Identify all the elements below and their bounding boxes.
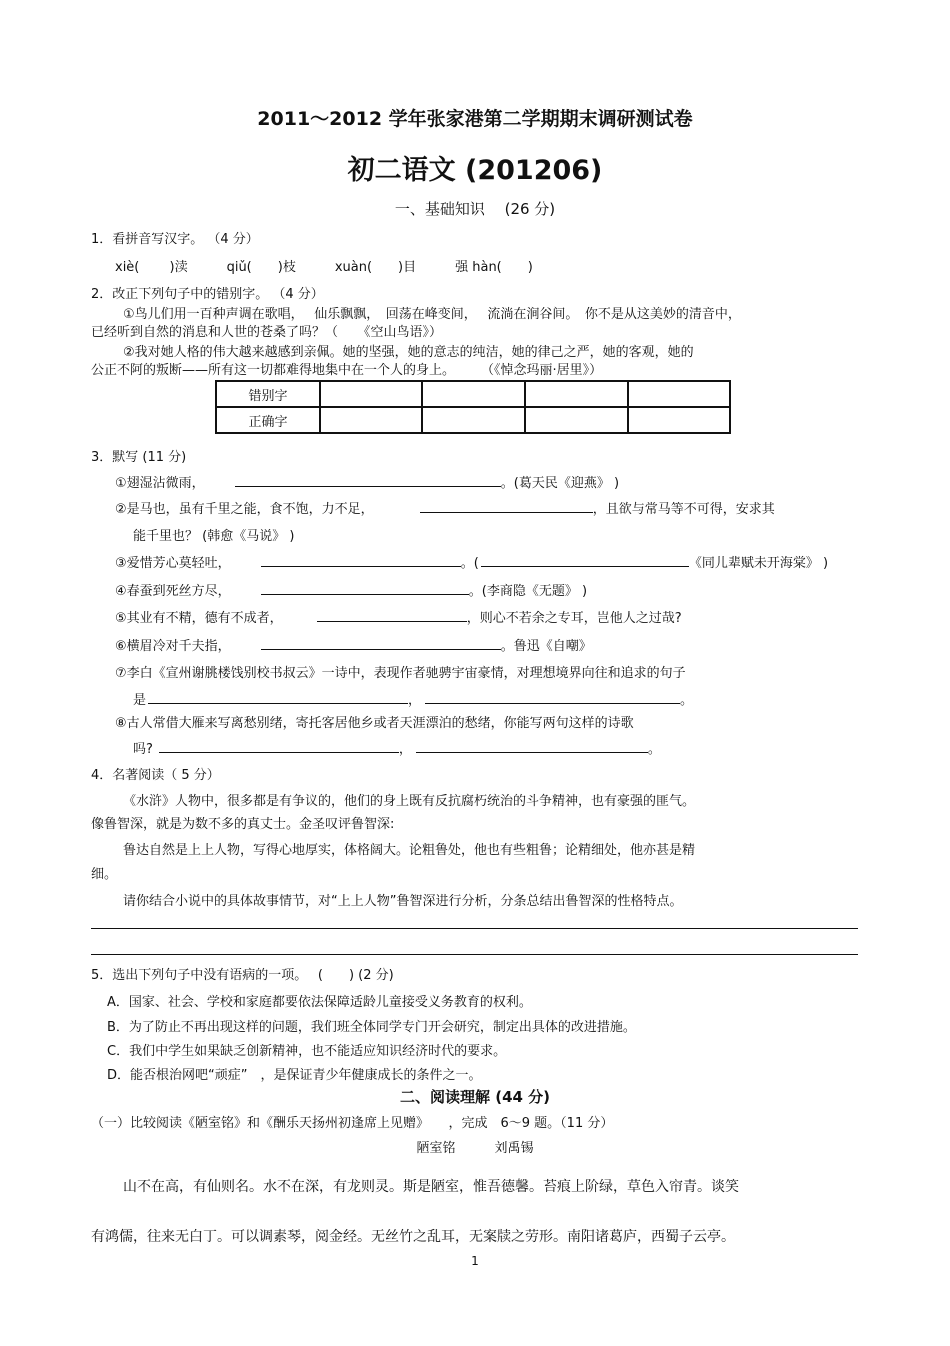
q3-item-3-mid: 。(	[460, 556, 479, 571]
q3-item-5	[115, 607, 682, 626]
q3-item-7: ⑦李白《宣州谢朓楼饯别校书叔云》一诗中，表现作者驰骋宇宙豪情，对理想境界向往和追求的句子	[115, 666, 686, 681]
q3-item-6	[115, 635, 592, 654]
section-1-heading: 一、基础知识 (26 分)	[394, 200, 556, 218]
exam-title: 2011～2012 学年张家港第二学期期末调研测试卷	[257, 108, 693, 130]
answer-cell[interactable]	[320, 407, 422, 433]
q3-item-2-tail: ，且欲与常马等不可得，安求其	[592, 502, 775, 517]
section-2-intro: （一）比较阅读《陋室铭》和《酬乐天扬州初逢席上见赠》 ，完成 6～9 题。（11 分）	[91, 1116, 614, 1131]
q2-heading: 2．改正下列句子中的错别字。 （4 分）	[91, 287, 324, 302]
poem-line-1: 山不在高，有仙则名。水不在深，有龙则灵。斯是陋室，惟吾德馨。苔痕上阶绿，草色入帘青。谈笑	[123, 1179, 739, 1195]
answer-line[interactable]	[91, 954, 858, 955]
q1-heading: 1．看拼音写汉字。 （4 分）	[91, 232, 259, 247]
q3-item-4-source: 。(李商隐《无题》 )	[468, 584, 588, 599]
q3-item-8-lead: 吗?	[133, 742, 153, 757]
page-number: 1	[471, 1254, 479, 1268]
answer-cell[interactable]	[628, 381, 730, 407]
q2-para2-line2: 公正不阿的叛断——所有这一切都难得地集中在一个人的身上。 （《悼念玛丽·居里》）	[91, 363, 603, 378]
answer-blank[interactable]	[261, 580, 469, 595]
answer-blank[interactable]	[235, 472, 501, 487]
q3-item-8: ⑧古人常借大雁来写离愁别绪，寄托客居他乡或者天涯漂泊的愁绪，你能写两句这样的诗歌	[115, 716, 634, 731]
table-row	[216, 381, 730, 407]
q2-para2-line1: ②我对她人格的伟大越来越感到亲佩。她的坚强，她的意志的纯洁，她的律己之严，她的客观，她的	[123, 345, 694, 360]
q5-option-d[interactable]: D．能否根治网吧“顽症” ，是保证青少年健康成长的条件之一。	[107, 1068, 482, 1083]
poem-line-2: 有鸿儒，往来无白丁。可以调素琴，阅金经。无丝竹之乱耳，无案牍之劳形。南阳诸葛庐，西蜀子云亭。	[91, 1229, 735, 1245]
q4-quote-2: 细。	[91, 867, 118, 882]
q5-option-a[interactable]: A．国家、社会、学校和家庭都要依法保障适龄儿童接受义务教育的权利。	[107, 995, 532, 1010]
q1-pinyin: xiè( )渎 qiǔ( )枝 xuàn( )目 强 hàn( )	[115, 260, 533, 275]
answer-blank[interactable]	[420, 498, 593, 513]
q3-item-6-prompt: ⑥横眉冷对千夫指，	[115, 639, 231, 654]
q5-heading: 5．选出下列句子中没有语病的一项。 ( ) (2 分)	[91, 968, 394, 983]
q4-quote-1: 鲁达自然是上上人物，写得心地厚实，体格阔大。论粗鲁处，他也有些粗鲁；论精细处，他亦甚是精	[123, 843, 696, 858]
q2-para1-line1: ①鸟儿们用一百种声调在歌唱， 仙乐飘飘， 回荡在峰变间， 流淌在涧谷间。 你不是从这美妙的清音中，	[123, 307, 741, 322]
q3-item-8-end: 。	[647, 742, 661, 757]
table-row	[216, 407, 730, 433]
q5-option-c[interactable]: C．我们中学生如果缺乏创新精神，也不能适应知识经济时代的要求。	[107, 1044, 507, 1059]
q2-para1-line2: 已经听到自然的消息和人世的苍桑了吗？（ 《空山鸟语》）	[91, 325, 443, 340]
q3-item-7-lead: 是	[133, 693, 147, 708]
q3-item-7-answer	[133, 689, 693, 708]
q3-item-1-prompt: ①翅湿沾微雨，	[115, 476, 205, 491]
q3-item-8-comma: ，	[398, 742, 412, 757]
answer-blank[interactable]	[261, 635, 501, 650]
row-label-wrong: 错别字	[216, 381, 320, 407]
answer-blank[interactable]	[425, 689, 680, 704]
q3-item-7-end: 。	[680, 693, 694, 708]
answer-cell[interactable]	[422, 407, 525, 433]
answer-cell[interactable]	[422, 381, 525, 407]
answer-line[interactable]	[91, 928, 858, 929]
answer-blank[interactable]	[148, 689, 408, 704]
q3-item-5-prompt: ⑤其业有不精，德有不成者，	[115, 611, 283, 626]
q3-item-3	[115, 552, 828, 571]
q3-item-3-prompt: ③爱惜芳心莫轻吐，	[115, 556, 231, 571]
q3-item-4-prompt: ④春蚕到死丝方尽，	[115, 584, 231, 599]
q3-item-2-cont: 能千里也？ (韩愈《马说》 )	[133, 529, 295, 544]
q3-item-3-source: 《同儿辈赋未开海棠》 )	[688, 556, 829, 571]
correction-table	[215, 380, 731, 434]
q4-heading: 4．名著阅读（ 5 分）	[91, 768, 220, 783]
row-label-right: 正确字	[216, 407, 320, 433]
q3-item-2	[115, 498, 775, 517]
section-2-heading: 二、阅读理解 (44 分)	[399, 1088, 551, 1106]
q4-para-2: 像鲁智深，就是为数不多的真丈士。金圣叹评鲁智深:	[91, 817, 395, 832]
answer-cell[interactable]	[525, 407, 628, 433]
q5-option-b[interactable]: B．为了防止不再出现这样的问题，我们班全体同学专门开会研究，制定出具体的改进措施。	[107, 1020, 636, 1035]
answer-blank[interactable]	[481, 552, 689, 567]
q3-item-1	[115, 472, 619, 491]
q3-item-1-source: 。(葛天民《迎燕》 )	[500, 476, 620, 491]
answer-cell[interactable]	[628, 407, 730, 433]
poem-title: 陋室铭 刘禹锡	[416, 1141, 534, 1156]
answer-cell[interactable]	[320, 381, 422, 407]
answer-blank[interactable]	[159, 738, 399, 753]
q3-item-6-source: 。鲁迅《自嘲》	[500, 639, 592, 654]
answer-blank[interactable]	[261, 552, 461, 567]
q3-item-4	[115, 580, 587, 599]
q3-item-5-tail: ，则心不若余之专耳，岂他人之过哉?	[466, 611, 682, 626]
answer-blank[interactable]	[416, 738, 648, 753]
exam-subtitle: 初二语文 (201206)	[347, 155, 603, 186]
answer-blank[interactable]	[317, 607, 467, 622]
q3-item-8-answer	[133, 738, 661, 757]
answer-cell[interactable]	[525, 381, 628, 407]
q3-item-7-comma: ，	[408, 693, 422, 708]
q4-prompt: 请你结合小说中的具体故事情节，对“上上人物”鲁智深进行分析，分条总结出鲁智深的性格特点。	[123, 894, 683, 909]
q3-item-2-prompt: ②是马也，虽有千里之能，食不饱，力不足，	[115, 502, 374, 517]
q4-para-1: 《水浒》人物中，很多都是有争议的，他们的身上既有反抗腐朽统治的斗争精神，也有豪强的匪气。	[123, 794, 696, 809]
q3-heading: 3．默写 (11 分)	[91, 450, 187, 465]
